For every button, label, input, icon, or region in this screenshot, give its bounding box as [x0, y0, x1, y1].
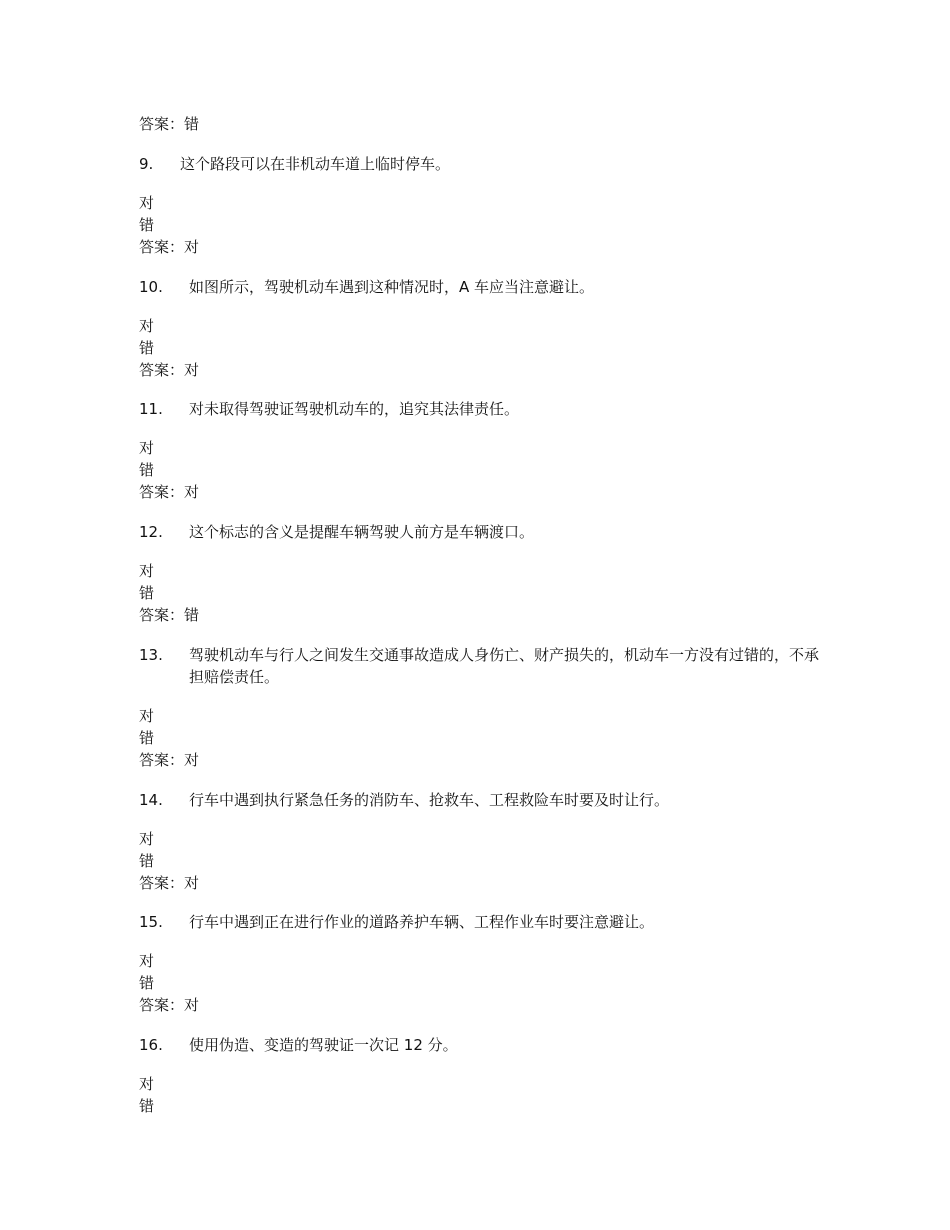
question-number: 14.	[139, 791, 163, 809]
question-text: 行车中遇到正在进行作业的道路养护车辆、工程作业车时要注意避让。	[189, 913, 655, 931]
option-false: 错	[139, 339, 155, 357]
option-true: 对	[139, 1075, 155, 1093]
option-true: 对	[139, 830, 155, 848]
answer-line	[139, 236, 199, 258]
question-text: 使用伪造、变造的驾驶证一次记 12 分。	[189, 1036, 458, 1054]
option-true: 对	[139, 194, 155, 212]
option-false: 错	[139, 729, 155, 747]
answer-line	[139, 359, 199, 381]
answer-line	[139, 749, 199, 771]
answer-value: 对	[184, 238, 200, 256]
option-true: 对	[139, 439, 155, 457]
answer-value: 错	[184, 115, 200, 133]
option-false: 错	[139, 584, 155, 602]
answer-label: 答案：	[139, 238, 185, 256]
answer-value: 对	[184, 996, 200, 1014]
option-true: 对	[139, 317, 155, 335]
question-number: 13.	[139, 646, 163, 664]
answer-label: 答案：	[139, 996, 185, 1014]
question-text: 如图所示，驾驶机动车遇到这种情况时，A 车应当注意避让。	[189, 278, 595, 296]
answer-label: 答案：	[139, 361, 185, 379]
answer-value: 对	[184, 874, 200, 892]
option-false: 错	[139, 216, 155, 234]
answer-value: 对	[184, 361, 200, 379]
answer-label: 答案：	[139, 751, 185, 769]
option-true: 对	[139, 952, 155, 970]
answer-label: 答案：	[139, 483, 185, 501]
answer-line	[139, 604, 199, 626]
answer-value: 对	[184, 483, 200, 501]
option-false: 错	[139, 852, 155, 870]
question-text: 对未取得驾驶证驾驶机动车的，追究其法律责任。	[189, 400, 520, 418]
option-false: 错	[139, 461, 155, 479]
option-true: 对	[139, 707, 155, 725]
answer-label: 答案：	[139, 115, 185, 133]
question-text: 行车中遇到执行紧急任务的消防车、抢救车、工程救险车时要及时让行。	[189, 791, 670, 809]
question-number: 16.	[139, 1036, 163, 1054]
answer-line	[139, 113, 199, 135]
option-true: 对	[139, 562, 155, 580]
question-text: 驾驶机动车与行人之间发生交通事故造成人身伤亡、财产损失的，机动车一方没有过错的，不承担赔偿责任。	[189, 646, 820, 686]
option-false: 错	[139, 1097, 155, 1115]
answer-label: 答案：	[139, 606, 185, 624]
answer-value: 对	[184, 751, 200, 769]
question-number: 10.	[139, 278, 163, 296]
question-number: 11.	[139, 400, 163, 418]
answer-label: 答案：	[139, 874, 185, 892]
question-text: 这个标志的含义是提醒车辆驾驶人前方是车辆渡口。	[189, 523, 535, 541]
question-number: 12.	[139, 523, 163, 541]
question-number: 9.	[139, 155, 154, 173]
answer-line	[139, 994, 199, 1016]
option-false: 错	[139, 974, 155, 992]
question-text: 这个路段可以在非机动车道上临时停车。	[180, 155, 451, 173]
answer-line	[139, 481, 199, 503]
answer-value: 错	[184, 606, 200, 624]
answer-line	[139, 872, 199, 894]
question-number: 15.	[139, 913, 163, 931]
